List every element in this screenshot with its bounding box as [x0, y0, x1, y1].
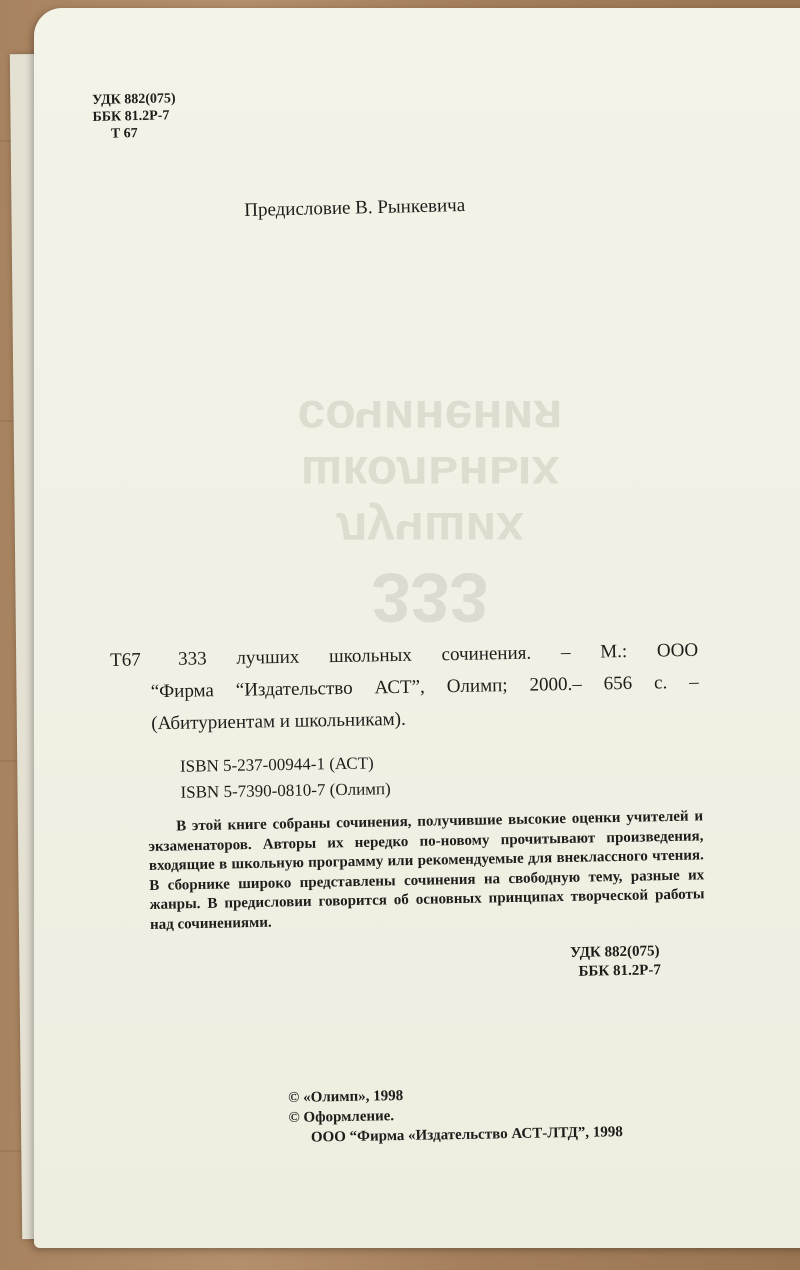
classification-block-top — [92, 90, 177, 143]
bbk-code: ББК 81.2Р-7 — [92, 108, 170, 125]
annotation-paragraph — [148, 807, 705, 935]
copyright-block — [288, 1082, 623, 1148]
isbn-olimp: ISBN 5-7390-0810-7 (Олимп) — [180, 779, 391, 802]
udc-code-bottom: УДК 882(075) — [570, 943, 660, 961]
ghost-line-2: сочинения — [297, 390, 563, 446]
copyright-ast: ООО “Фирма «Издательство АСТ-ЛТД”, 1998 — [310, 1124, 623, 1146]
author-mark: Т 67 — [110, 126, 138, 142]
ghost-number: 333 — [371, 559, 489, 637]
copyright-olimp: © «Олимп», 1998 — [288, 1087, 404, 1106]
classification-block-bottom — [570, 942, 661, 982]
isbn-ast: ISBN 5-237-00944-1 (АСТ) — [179, 753, 374, 776]
udc-code: УДК 882(075) — [92, 91, 176, 108]
preface-credit: Предисловие В. Рынкевича — [244, 194, 466, 221]
entry-series-line: (Абитуриентам и школьникам). — [151, 708, 406, 735]
entry-code: Т67 — [110, 649, 141, 671]
ghost-line-1: лучших школьных — [300, 446, 560, 558]
entry-title-line: 333 лучших школьных сочинения. – М.: ООО — [177, 639, 699, 670]
show-through-cover-title — [250, 390, 610, 638]
annotation-text: В этой книге собраны сочинения, получившие высокие оценки учителей и экзаменаторов. Авторы их нередко по-новому прочитывают произведения, входящие в школьную программу или рекомендуемые для внеклассного чтения. В сборнике широко представлены сочинения на свободную тему, разные их жанры. В предисловии говорится об основных принципах творческой работы над сочинениями. — [148, 808, 705, 933]
bibliographic-entry — [110, 640, 713, 810]
copyright-design: © Оформление. — [288, 1108, 395, 1126]
entry-publisher-line: “Фирма “Издательство АСТ”, Олимп; 2000.– 656 с. – — [150, 671, 699, 703]
bbk-code-bottom: ББК 81.2Р-7 — [578, 962, 662, 980]
